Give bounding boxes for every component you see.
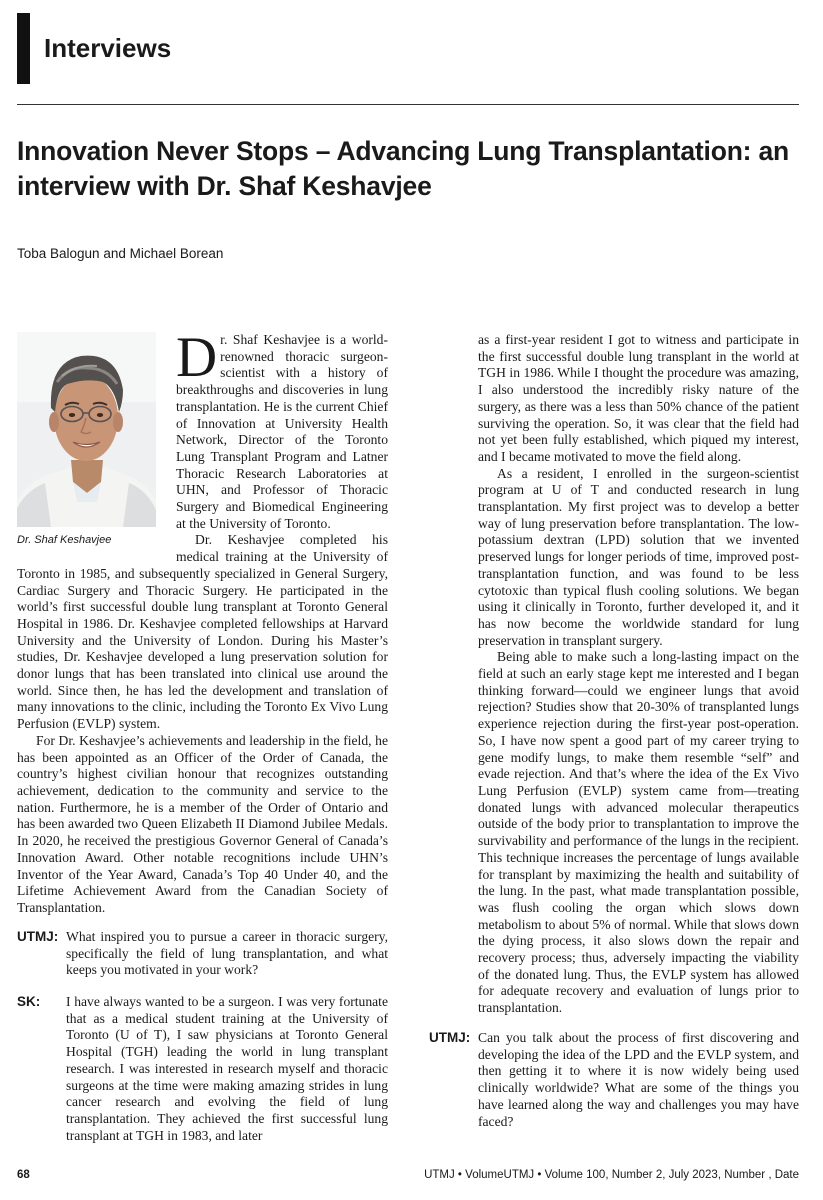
journal-reference: UTMJ • VolumeUTMJ • Volume 100, Number 2, July 2023, Number , Date	[424, 1169, 799, 1181]
article-authors: Toba Balogun and Michael Borean	[17, 246, 224, 261]
section-title: Interviews	[44, 33, 172, 63]
answer-continued-paragraph-3: Being able to make such a long-lasting impact on the field at such an early stage kept me interested and I began thinking forward—could we engineer lungs that avoid rejection? Studies show that 20-30% of transplanted lungs experience rejection during the first-year post-operation. So, I have now spent a good part of my career trying to gene modify lungs, to make them resemble “self” and evade rejection. And that’s where the idea of the Ex Vivo Lung Perfusion (EVLP) system came from—treating donated lungs with advanced molecular therapeutics outside of the body prior to transplantation to improve the survivability and performance of the lungs in the recipient. This technique increases the percentage of lungs available for transplant by maximizing the health and suitability of the lung. In the past, what made transplantation possible, was flush cooling the organ which slows down metabolism to about 5% of normal. While that slows down the dying process, it also slows down the repair and recovery process; thus, adversely impacting the viability of the donated lung. Thus, the EVLP system has allowed for adequate recovery and evaluation of lungs prior to transplantation.	[478, 649, 799, 1016]
right-column	[478, 332, 799, 1017]
section-marker-bar	[17, 13, 30, 84]
question-text: Can you talk about the process of first discovering and developing the idea of the LPD and the EVLP system, and then getting it to where it is now widely being used clinically worldwide? What are some of the things you have learned along the way and challenges you may have faced?	[478, 1030, 799, 1129]
header-rule	[17, 104, 799, 105]
article-title: Innovation Never Stops – Advancing Lung Transplantation: an interview with Dr. Shaf Keshavjee	[17, 136, 789, 201]
intro-column	[17, 326, 388, 917]
answer-continued-paragraph-2: As a resident, I enrolled in the surgeon-scientist program at U of T and conducted research in lung transplantation. My first project was to develop a better way of lung preservation before transplantation. The low-potassium dextran (LPD) solution that we invented preserved lungs for longer periods of time, improved post-transplantation function, and was found to be less cytotoxic than typical flush cooling solutions. We began using it clinically in Toronto, further developed it, and it has now become the worldwide standard for lung preservation in transplant surgery.	[478, 465, 799, 648]
portrait-caption: Dr. Shaf Keshavjee	[17, 534, 112, 546]
drop-cap: D	[176, 326, 218, 389]
intro-paragraph-1-text: r. Shaf Keshavjee is a world-renowned thoracic surgeon-scientist with a history of breakthroughs and discoveries in lung transplantation. He is the current Chief of Innovation at University Health Network, Director of the Toronto Lung Transplant Program and Latner Thoracic Research Laboratories at UHN, and Professor of Thoracic Surgery and Biomedical Engineering at the University of Toronto.	[176, 332, 388, 531]
qa-question-2	[429, 1030, 799, 1129]
portrait-figure	[17, 332, 163, 549]
qa-answer-1	[17, 994, 388, 1143]
portrait-photo	[17, 332, 156, 527]
speaker-label: SK:	[17, 994, 41, 1009]
answer-text: I have always wanted to be a surgeon. I was very fortunate that as a medical student training at the University of Toronto (U of T), I saw physicians at Toronto General Hospital (TGH) leading the world in lung transplant research. I was interested in research myself and thoracic surgeons at the time were making amazing strides in lung cancer research and evolving the field of lung transplantation. They achieved the first successful lung transplant at TGH in 1983, and later	[66, 994, 388, 1143]
speaker-label: UTMJ:	[429, 1030, 471, 1045]
intro-paragraph-2: Dr. Keshavjee completed his medical training at the University of Toronto in 1985, and subsequently specialized in General Surgery, Cardiac Surgery and Thoracic Surgery. He participated in the world’s first successful double lung transplant at Toronto General Hospital in 1986. Dr. Keshavjee completed fellowships at Harvard University and the University of London. During his Master’s studies, Dr. Keshavjee developed a lung preservation solution for donor lungs that has been translated into clinical use around the world. Since then, he has led the development and translation of many innovations to the clinic, including the Toronto Ex Vivo Lung Perfusion (EVLP) system.	[17, 532, 388, 732]
question-text: What inspired you to pursue a career in thoracic surgery, specifically the field of lung transplantation, and what keeps you motivated in your work?	[66, 929, 388, 978]
page-number: 68	[17, 1169, 30, 1181]
answer-continued-paragraph-1: as a first-year resident I got to witness and participate in the first successful double lung transplant in the world at TGH in 1986. While I thought the procedure was amazing, I also understood the incredibly risky nature of the surgery, as there was a less than 50% chance of the patient surviving the operation. So, it was clear that the field had not yet been fully established, which piqued my interest, and I became motivated to move the field along.	[478, 332, 799, 464]
intro-paragraph-3: For Dr. Keshavjee’s achievements and leadership in the field, he has been appointed as an Officer of the Order of Canada, the country’s highest civilian honour that recognizes outstanding achievement, dedication to the community and service to the nation. Furthermore, he is a member of the Order of Ontario and has been awarded two Queen Elizabeth II Diamond Jubilee Medals. In 2020, he received the prestigious Governor General of Canada’s Innovation Award. Other notable recognitions include UHN’s Inventor of the Year Award, Canada’s Top 40 Under 40, and the Lifetime Achievement Award from the Canadian Society of Transplantation.	[17, 732, 388, 915]
qa-question-1	[17, 929, 388, 981]
speaker-label: UTMJ:	[17, 929, 59, 944]
